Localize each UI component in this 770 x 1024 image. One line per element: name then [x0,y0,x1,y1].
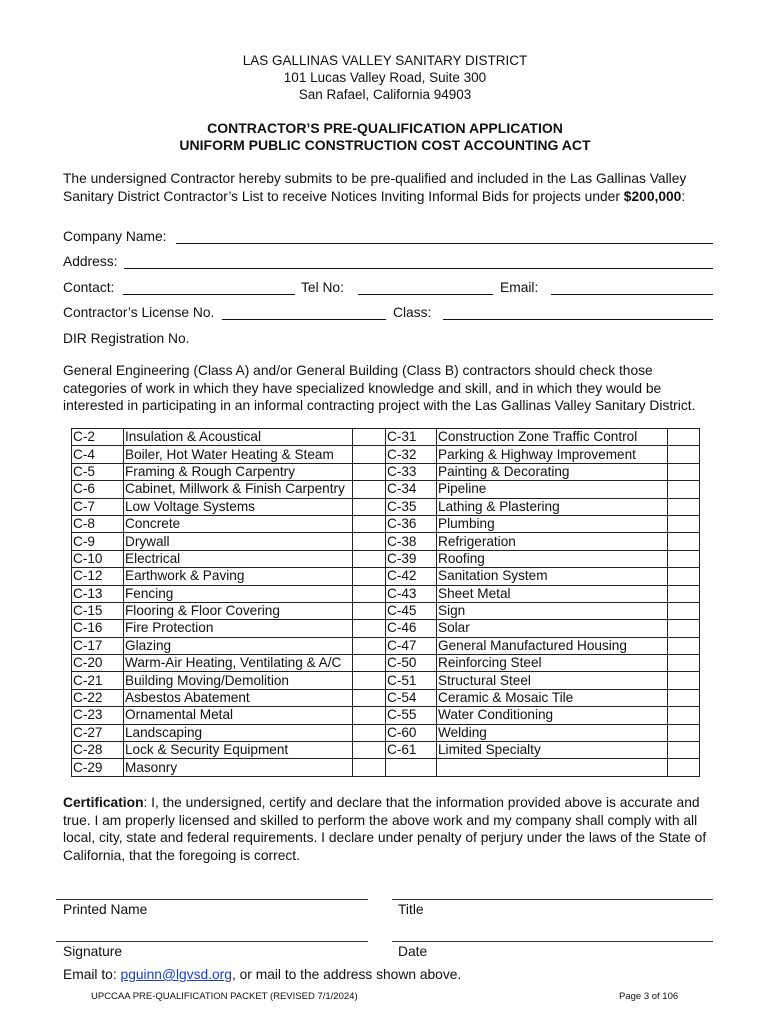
category-checkbox[interactable] [668,463,700,480]
category-name: Landscaping [124,724,353,741]
category-name: Fire Protection [124,620,353,637]
table-row [72,742,700,759]
category-checkbox[interactable] [668,429,700,446]
category-checkbox[interactable] [353,742,386,759]
category-name: Refrigeration [437,533,668,550]
footer-packet-title: UPCCAA PRE-QUALIFICATION PACKET (REVISED 7/1/2024) [91,991,358,1002]
category-code: C-34 [386,481,437,498]
category-code: C-13 [72,585,124,602]
category-name: Glazing [124,637,353,654]
category-name: Lathing & Plastering [437,498,668,515]
category-code: C-4 [72,446,124,463]
category-code: C-38 [386,533,437,550]
category-name: Plumbing [437,515,668,532]
category-checkbox[interactable] [668,446,700,463]
date-label: Date [398,944,428,959]
category-code: C-21 [72,672,124,689]
category-checkbox[interactable] [668,689,700,706]
table-row [72,463,700,480]
category-name: Asbestos Abatement [124,689,353,706]
category-code: C-33 [386,463,437,480]
category-checkbox[interactable] [668,742,700,759]
intro-amount: $200,000 [623,188,682,204]
category-checkbox[interactable] [353,446,386,463]
license-row [63,305,715,325]
email-prefix: Email to: [63,967,121,982]
category-name: Drywall [124,533,353,550]
category-code: C-22 [72,689,124,706]
category-checkbox[interactable] [353,568,386,585]
table-row [72,602,700,619]
category-code: C-50 [386,655,437,672]
category-checkbox[interactable] [668,707,700,724]
category-code: C-10 [72,550,124,567]
category-code: C-15 [72,602,124,619]
instructions-paragraph: General Engineering (Class A) and/or General Building (Class B) contractors should check those categories of work in which they have specialized knowledge and skill, and in which they would be interested in participating in an informal contracting project with the Las Gallinas Valley Sanitary District. [63,363,696,413]
table-row [72,655,700,672]
category-name: Masonry [124,759,353,776]
category-checkbox[interactable] [353,602,386,619]
category-checkbox[interactable] [353,724,386,741]
email-label: Email: [500,280,539,295]
dir-row [63,331,715,351]
table-row [72,568,700,585]
category-name: Construction Zone Traffic Control [437,429,668,446]
contact-label: Contact: [63,280,115,295]
category-code: C-51 [386,672,437,689]
category-name: Limited Specialty [437,742,668,759]
category-checkbox[interactable] [353,689,386,706]
category-code: C-36 [386,515,437,532]
category-checkbox[interactable] [668,672,700,689]
intro-end: : [681,188,686,204]
category-checkbox[interactable] [353,429,386,446]
table-row [72,689,700,706]
category-checkbox[interactable] [353,481,386,498]
district-address-line1: 101 Lucas Valley Road, Suite 300 [283,70,487,85]
category-name: Electrical [124,550,353,567]
contact-row [63,280,715,300]
category-name: Ceramic & Mosaic Tile [437,689,668,706]
category-name: Flooring & Floor Covering [124,602,353,619]
company-name-field[interactable] [176,229,713,244]
title-line[interactable] [392,899,713,900]
contact-field[interactable] [123,280,295,295]
category-name: Earthwork & Paving [124,568,353,585]
category-checkbox[interactable] [668,515,700,532]
category-name: Warm-Air Heating, Ventilating & A/C [124,655,353,672]
signature-line[interactable] [56,941,368,942]
category-name: Pipeline [437,481,668,498]
category-checkbox[interactable] [353,637,386,654]
form-title: CONTRACTOR’S PRE-QUALIFICATION APPLICATION [207,120,563,136]
category-checkbox[interactable] [353,672,386,689]
category-checkbox[interactable] [668,585,700,602]
category-checkbox[interactable] [353,759,386,776]
category-name: Solar [437,620,668,637]
category-code: C-6 [72,481,124,498]
company-name-row [63,229,715,249]
certification-label: Certification [63,795,144,810]
category-code: C-12 [72,568,124,585]
category-code: C-32 [386,446,437,463]
table-row [72,550,700,567]
email-field[interactable] [551,280,713,295]
email-instruction [63,967,461,982]
category-checkbox[interactable] [353,585,386,602]
table-row [72,672,700,689]
category-name: Roofing [437,550,668,567]
category-checkbox[interactable] [668,550,700,567]
category-checkbox[interactable] [353,550,386,567]
category-name: Low Voltage Systems [124,498,353,515]
category-name: Welding [437,724,668,741]
category-code: C-5 [72,463,124,480]
category-code: C-27 [72,724,124,741]
category-code: C-28 [72,742,124,759]
category-checkbox[interactable] [668,637,700,654]
table-row [72,759,700,776]
category-name: Boiler, Hot Water Heating & Steam [124,446,353,463]
tel-label: Tel No: [301,280,344,295]
category-code: C-61 [386,742,437,759]
category-code: C-55 [386,707,437,724]
footer-page-number: Page 3 of 106 [619,991,679,1002]
category-name: Sanitation System [437,568,668,585]
table-row [72,498,700,515]
category-name: Fencing [124,585,353,602]
category-checkbox[interactable] [668,759,700,776]
intro-paragraph [63,170,715,205]
table-row [72,481,700,498]
district-name: LAS GALLINAS VALLEY SANITARY DISTRICT [242,53,528,68]
company-name-label: Company Name: [63,229,167,244]
category-code: C-9 [72,533,124,550]
address-label: Address: [63,254,118,269]
dir-field[interactable] [203,331,383,347]
intro-text: The undersigned Contractor hereby submits to be pre-qualified and included in the Las Gallinas Valley Sanitary District Contractor’s List to receive Notices Inviting Informal Bids for projects under [63,171,687,204]
category-code: C-16 [72,620,124,637]
table-row [72,515,700,532]
class-field[interactable] [443,305,713,320]
table-row [72,620,700,637]
category-checkbox[interactable] [668,481,700,498]
categories-table [71,428,700,777]
table-row [72,724,700,741]
table-row [72,533,700,550]
category-name: Structural Steel [437,672,668,689]
email-link[interactable]: pguinn@lgvsd.org [120,967,232,982]
category-checkbox[interactable] [668,602,700,619]
category-checkbox[interactable] [353,655,386,672]
category-name: Painting & Decorating [437,463,668,480]
category-name: Cabinet, Millwork & Finish Carpentry [124,481,353,498]
category-code [386,759,437,776]
table-row [72,707,700,724]
dir-label: DIR Registration No. [63,331,190,346]
category-name: Water Conditioning [437,707,668,724]
category-checkbox[interactable] [353,498,386,515]
address-field[interactable] [124,254,713,269]
printed-name-line[interactable] [56,899,368,900]
certification-paragraph [63,794,715,864]
category-name: Sign [437,602,668,619]
email-suffix: , or mail to the address shown above. [231,967,462,982]
category-checkbox[interactable] [668,498,700,515]
category-code: C-47 [386,637,437,654]
license-label: Contractor’s License No. [63,305,215,320]
category-checkbox[interactable] [668,655,700,672]
category-name: Sheet Metal [437,585,668,602]
category-checkbox[interactable] [353,515,386,532]
table-row [72,585,700,602]
category-code: C-8 [72,515,124,532]
category-code: C-60 [386,724,437,741]
table-row [72,429,700,446]
form-subtitle: UNIFORM PUBLIC CONSTRUCTION COST ACCOUNTING ACT [179,137,591,153]
category-code: C-20 [72,655,124,672]
category-code: C-35 [386,498,437,515]
category-code: C-23 [72,707,124,724]
category-code: C-17 [72,637,124,654]
certification-text: : I, the undersigned, certify and declare that the information provided above is accurate and true. I am properly licensed and skilled to perform the above work and my company shall comply with all local, city, state and federal requirements. I declare under penalty of perjury under the laws of the State of California, that the foregoing is correct. [63,795,707,863]
category-code: C-42 [386,568,437,585]
category-checkbox[interactable] [353,707,386,724]
table-row [72,637,700,654]
license-field[interactable] [222,305,386,320]
category-name: Concrete [124,515,353,532]
category-code: C-29 [72,759,124,776]
tel-field[interactable] [358,280,493,295]
district-address-line2: San Rafael, California 94903 [298,87,472,102]
category-checkbox[interactable] [668,620,700,637]
category-code: C-45 [386,602,437,619]
category-name: Ornamental Metal [124,707,353,724]
category-code: C-2 [72,429,124,446]
category-name: Framing & Rough Carpentry [124,463,353,480]
category-checkbox[interactable] [668,568,700,585]
title-label: Title [398,902,424,917]
category-code: C-54 [386,689,437,706]
category-code: C-7 [72,498,124,515]
category-code: C-31 [386,429,437,446]
printed-name-label: Printed Name [63,902,148,917]
category-checkbox[interactable] [353,533,386,550]
category-name: General Manufactured Housing [437,637,668,654]
category-name [437,759,668,776]
signature-label: Signature [63,944,123,959]
table-row [72,446,700,463]
category-checkbox[interactable] [668,724,700,741]
category-name: Insulation & Acoustical [124,429,353,446]
category-name: Reinforcing Steel [437,655,668,672]
category-checkbox[interactable] [353,620,386,637]
category-checkbox[interactable] [668,533,700,550]
category-code: C-43 [386,585,437,602]
date-line[interactable] [392,941,713,942]
category-checkbox[interactable] [353,463,386,480]
category-name: Building Moving/Demolition [124,672,353,689]
category-code: C-46 [386,620,437,637]
category-code: C-39 [386,550,437,567]
category-name: Lock & Security Equipment [124,742,353,759]
class-label: Class: [393,305,432,320]
category-name: Parking & Highway Improvement [437,446,668,463]
address-row [63,254,715,274]
